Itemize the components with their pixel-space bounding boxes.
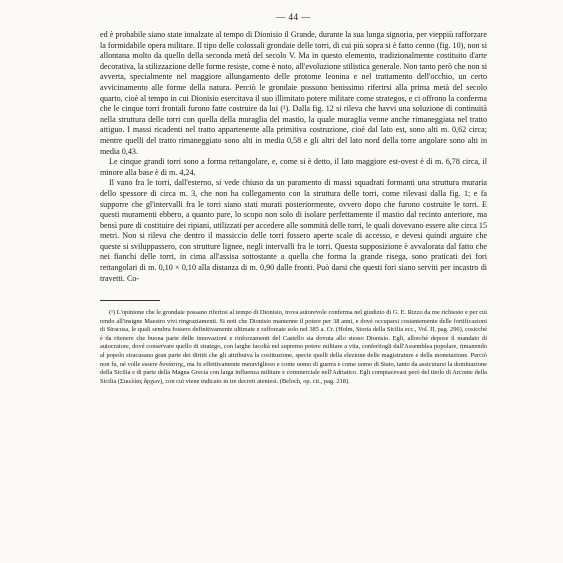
paragraph: ed è probabile siano state innalzate al tempo di Dionisio il Grande, durante la sua lunga signoria, per vieppiù rafforzare la formidabile opera militare. Il tipo delle colossali grondaie delle torri, di cui più sopra si è fatto cenno (fig. 10), non si allontana molto da quello della seconda metà del secolo V. Ma in questo elemento, tradizionalmente costituito d'arte decorativa, la stilizzazione delle forme resiste, come è noto, all'evoluzione stilistica generale. Non tanto però che non si avverta, specialmente nel maggiore allungamento delle protome leonina e nel trattamento dell'occhio, un certo avvicinamento alle forme della natura. Perciò le grondaie possono benissimo riferirsi alla prima metà del secolo quarto, cioè al tempo in cui Dionisio esercitava il suo illimitato potere militare come strategos, e ci offrono la conferma che le cinque torri frontali furono fatte costruire da lui (¹). Dalla fig. 12 si rileva che havvi una soluzione di continuità nella struttura delle torri con quella della muraglia del mastio, la quale muraglia venne anche rimaneggiata nel tratto attiguo. I massi ricadenti nel tratto appartenente alla primitiva costruzione, cioè dal lato est, sono alti m. 0,62 circa; mentre quelli del tratto rimaneggiato sono alti in media 0,58 e gli altri del lato nord della torre angolare sono alti in media 0,43.	[100, 30, 487, 156]
footnote: (¹) L'opinione che le grondaie possano riferirsi al tempo di Dionisio, trova autorevole conferma nel giudizio di G. E. Rizzo da me richiesto e per cui rendo all'insigne Maestro vivi ringraziamenti. Si noti che Dionisio mantenne il potere per 38 anni, e dové occuparsi costantemente delle fortificazioni di Siracusa, le quali sembra fossero definitivamente ultimate e rafforzate solo nel 385 a. Cr. (Holm, Storia della Sicilia ecc., Vol. II, pag. 296), cosicché è da ritenere che buona parte delle innovazioni e rinforzamenti del Castello sia dovuta allo stesso Dionisio. Egli, allorché depose il mandato di autocratore, dové conservare quello di stratego, con larghe facoltà nel supremo potere militare a vita, conferitogli dall'Assemblea popolare, rimanendo al popolo siracusano gran parte dei diritti che gli attribuiva la costituzione, specie quelli della elezione delle magistrature e della monetazione. Perciò non fu, né volle essere δυνάστης, ma fu effettivamente meraviglioso e come uomo di guerra e come uomo di Stato, tanto da assicurarsi la dominazione della Sicilia e di parte della Magna Grecia con larga influenza militare e commerciale nell'Adriatico. Egli compiacevasi però del titolo di Arconte della Sicilia (Σικελίας ἄρχων), con cui viene indicato in tre decreti ateniesi. (Beloch, op. cit., pag. 218).	[100, 309, 487, 385]
page-number: — 44 —	[276, 12, 311, 22]
footnote-divider	[100, 300, 160, 301]
main-text	[100, 30, 487, 284]
paragraph: Le cinque grandi torri sono a forma rettangolare, e, come si è detto, il lato maggiore est-ovest è di m. 6,78 circa, il minore alla base è di m. 4,24.	[100, 157, 487, 177]
paragraph: Il vano fra le torri, dall'esterno, si vede chiuso da un paramento di massi squadrati formanti una struttura muraria dello spessore di circa m. 3, che non ha collegamento con la struttura delle torri, come rilevasi dalla fig. 1; e fa supporre che gl'intervalli fra le torri siano stati murati posteriormente, ovvero dopo che furono costruite le torri. E questi muramenti ebbero, a quanto pare, lo scopo non solo di isolare perfettamente il mastio dal recinto anteriore, ma bensì pure di costituire dei ripiani, utilizzati per accedere alle sommità delle torri, le quali dovevano essere alte circa 15 metri. Non si rileva che dentro il massiccio delle torri fossero aperte scale di accesso, e devesi quindi arguire che queste si sviluppassero, con strutture lignee, negli intervalli fra le torri. Questa supposizione è avvalorata dal fatto che nei fianchi delle torri, in cima all'assisa sottostante a quella che forma la grande risega, sono praticati dei fori rettangolari di m. 0,10 × 0,10 alla distanza di m. 0,90 dalle fronti. Può darsi che questi fori siano serviti per incastro di travetti. Co-	[100, 178, 487, 283]
